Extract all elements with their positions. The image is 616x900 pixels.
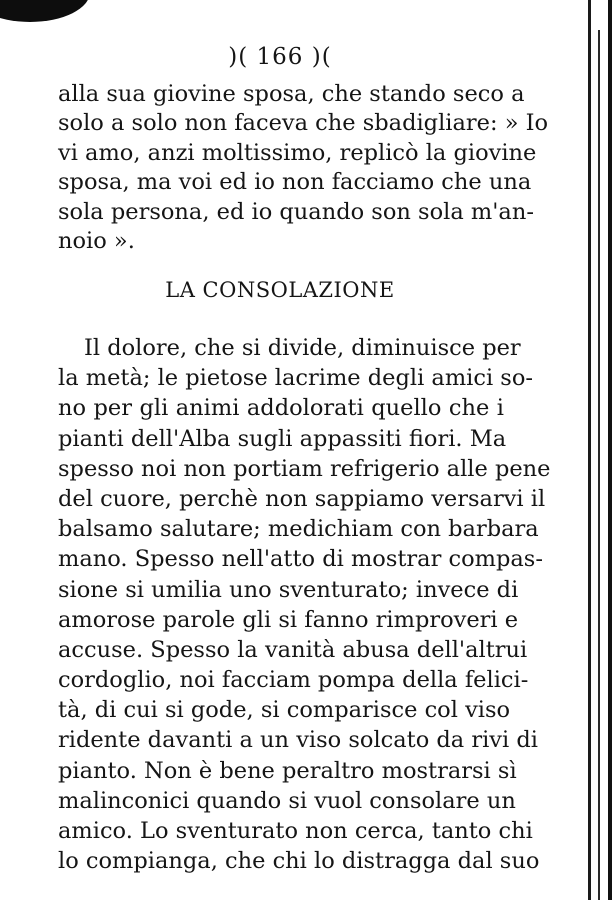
text-line: ridente davanti a un viso solcato da rivi di — [58, 727, 538, 754]
text-line: no per gli animi addolorati quello che i — [58, 395, 504, 422]
text-line: solo a solo non faceva che sbadigliare: » Io — [58, 110, 549, 137]
continued-paragraph — [58, 80, 549, 256]
text-line: balsamo salutare; medichiam con barbara — [58, 516, 539, 543]
text-line: spesso noi non portiam refrigerio alle pene — [58, 455, 551, 482]
page-number: )( 166 )( — [228, 44, 332, 70]
text-line: alla sua giovine sposa, che stando seco a — [58, 81, 525, 107]
book-binding-edge — [578, 0, 616, 900]
text-line: sione si umilia uno sventurato; invece di — [58, 576, 519, 603]
text-line: lo compianga, che chi lo distragga dal suo — [58, 848, 540, 875]
text-line: noio ». — [58, 227, 135, 254]
section-paragraph — [58, 333, 551, 876]
text-line: pianto. Non è bene peraltro mostrarsi sì — [58, 757, 517, 784]
text-line: amorose parole gli si fanno rimproveri e — [58, 606, 519, 633]
text-line: tà, di cui si gode, si comparisce col viso — [58, 697, 511, 724]
section-title: LA CONSOLAZIONE — [165, 278, 395, 302]
text-line: cordoglio, noi facciam pompa della felici- — [58, 667, 529, 694]
text-line: vi amo, anzi moltissimo, replicò la giovine — [58, 139, 537, 166]
text-line: amico. Lo sventurato non cerca, tanto chi — [58, 818, 533, 844]
binding-line — [608, 0, 612, 900]
text-line: malinconici quando si vuol consolare un — [58, 787, 516, 814]
binding-line — [598, 30, 600, 900]
text-line: accuse. Spesso la vanità abusa dell'altrui — [58, 636, 528, 663]
text-line: sola persona, ed io quando son sola m'an- — [58, 198, 534, 225]
scan-corner-shadow — [0, 0, 90, 22]
text-line: del cuore, perchè non sappiamo versarvi il — [58, 485, 546, 512]
binding-line — [588, 0, 591, 900]
text-line: la metà; le pietose lacrime degli amici so- — [58, 365, 534, 392]
text-line: pianti dell'Alba sugli appassiti fiori. Ma — [58, 425, 507, 452]
text-line: Il dolore, che si divide, diminuisce per — [84, 335, 521, 361]
text-line: sposa, ma voi ed io non facciamo che una — [58, 169, 532, 196]
text-line: mano. Spesso nell'atto di mostrar compas- — [58, 546, 543, 573]
